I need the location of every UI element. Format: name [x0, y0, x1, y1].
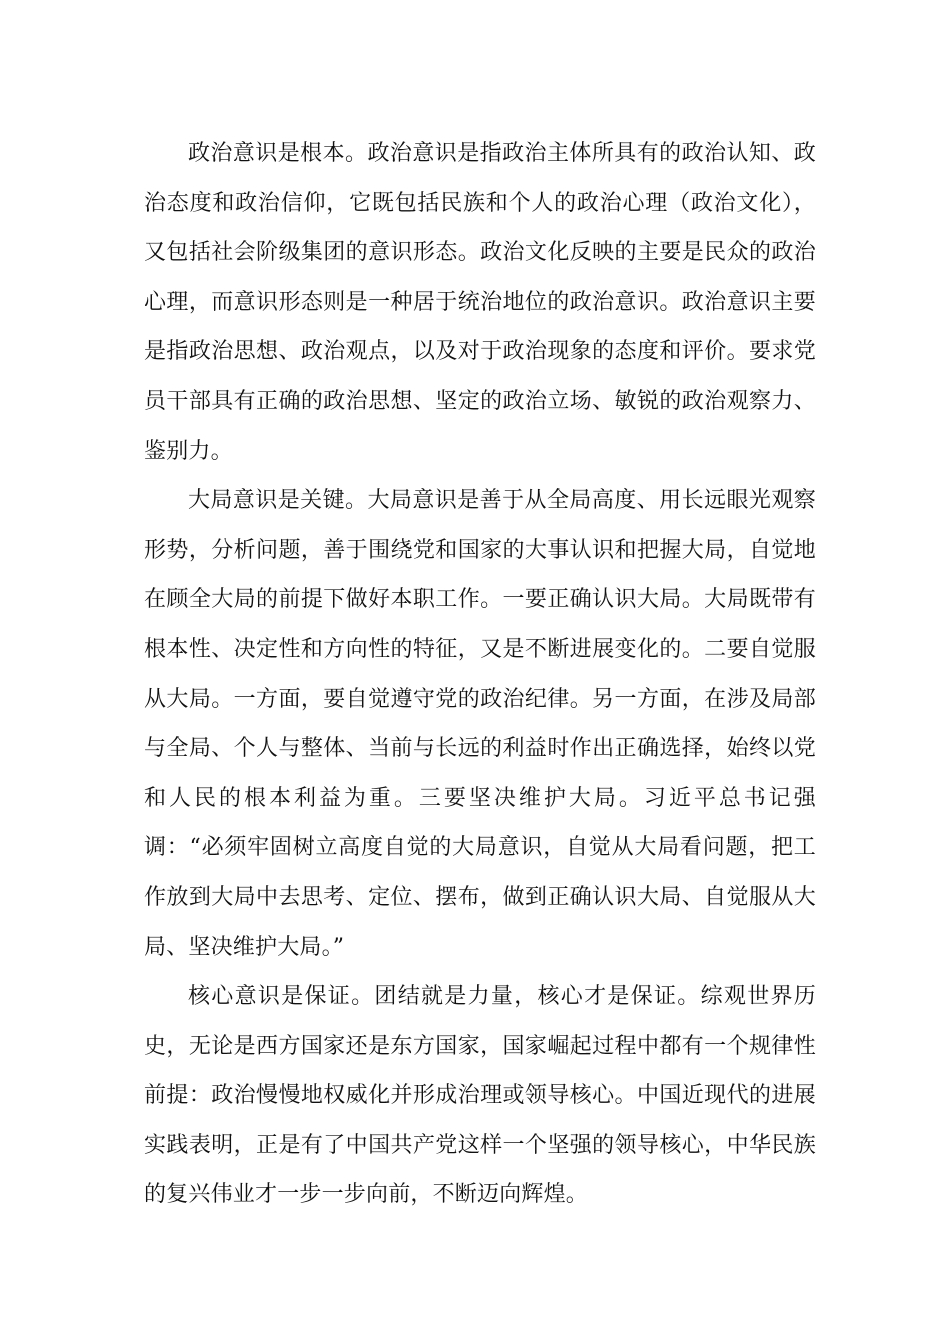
paragraph-overall-awareness: 大局意识是关键。大局意识是善于从全局高度、用长远眼光观察形势，分析问题，善于围绕党和国家的大事认识和把握大局，自觉地在顾全大局的前提下做好本职工作。一要正确认识大局。大局既带有根本性、决定性和方向性的特征，又是不断进展变化的。二要自觉服从大局。一方面，要自觉遵守党的政治纪律。另一方面，在涉及局部与全局、个人与整体、当前与长远的利益时作出正确选择，始终以党和人民的根本利益为重。三要坚决维护大局。习近平总书记强调：“必须牢固树立高度自觉的大局意识，自觉从大局看问题，把工作放到大局中去思考、定位、摆布，做到正确认识大局、自觉服从大局、坚决维护大局。” [144, 488, 816, 960]
document-body [144, 129, 816, 1220]
paragraph-political-awareness: 政治意识是根本。政治意识是指政治主体所具有的政治认知、政治态度和政治信仰，它既包括民族和个人的政治心理（政治文化），又包括社会阶级集团的意识形态。政治文化反映的主要是民众的政治心理，而意识形态则是一种居于统治地位的政治意识。政治意识主要是指政治思想、政治观点，以及对于政治现象的态度和评价。要求党员干部具有正确的政治思想、坚定的政治立场、敏锐的政治观察力、鉴别力。 [144, 141, 816, 464]
paragraph-core-awareness: 核心意识是保证。团结就是力量，核心才是保证。综观世界历史，无论是西方国家还是东方国家，国家崛起过程中都有一个规律性前提：政治慢慢地权威化并形成治理或领导核心。中国近现代的进展实践表明，正是有了中国共产党这样一个坚强的领导核心，中华民族的复兴伟业才一步一步向前，不断迈向辉煌。 [144, 984, 816, 1208]
